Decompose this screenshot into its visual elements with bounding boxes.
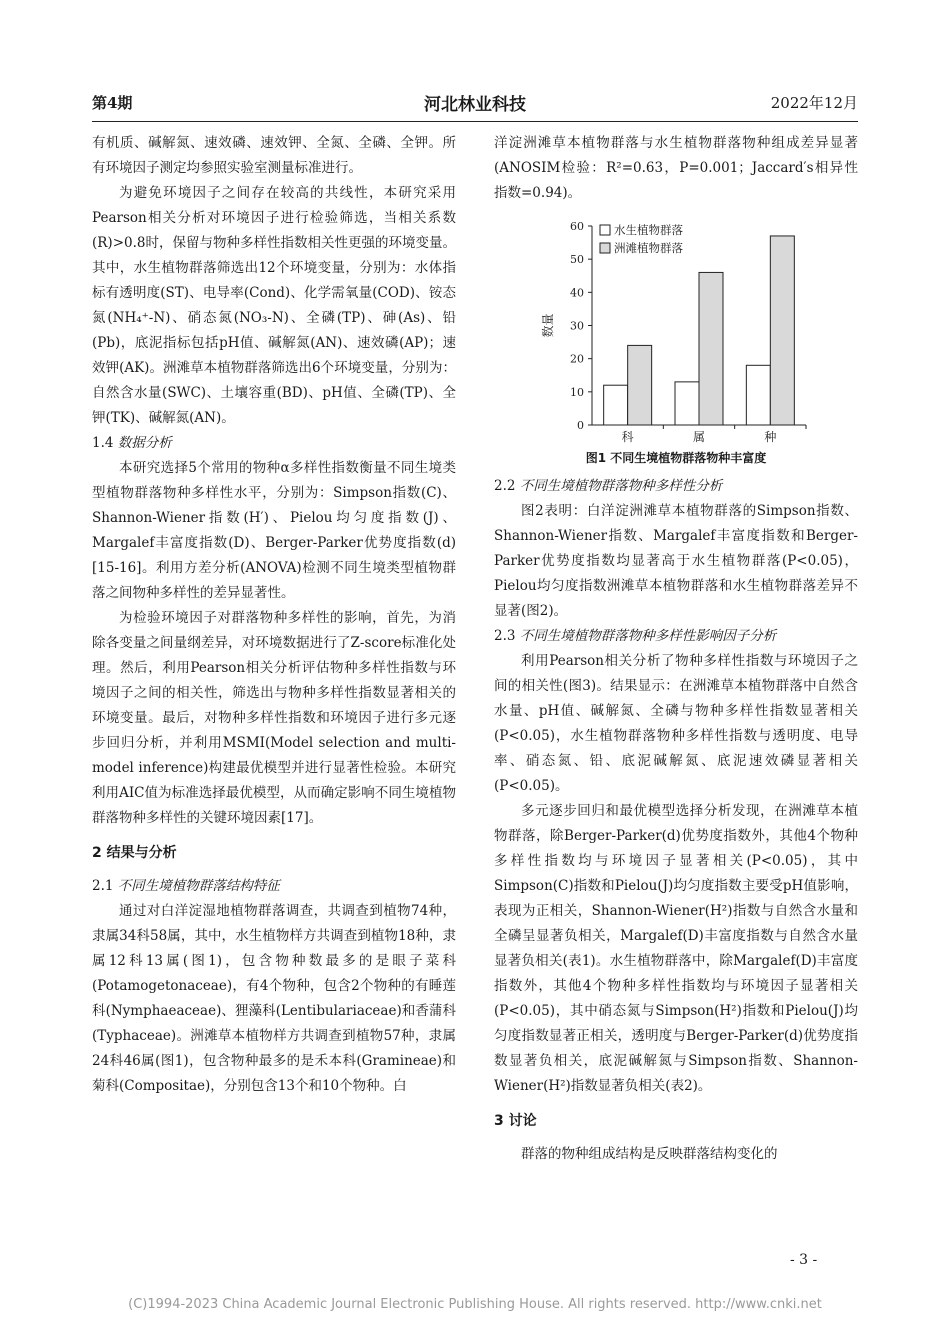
y-tick-label: 30 [570,319,584,333]
x-tick-label: 属 [692,430,706,444]
paragraph: 有机质、碱解氮、速效磷、速效钾、全氮、全磷、全钾。所有环境因子测定均参照实验室测量标准进行。 [92,135,456,176]
journal-title: 河北林业科技 [424,95,526,115]
paragraph: 图2表明：白洋淀洲滩草本植物群落的Simpson指数、Shannon-Wiener指数、Margalef丰富度指数和Berger-Parker优势度指数均显著高于水生植物群落(P<0.05)，Pielou均匀度指数洲滩草本植物群落和水生植物群落差异不显著(图2)。 [494,503,858,619]
left-column [92,131,456,1099]
y-tick-label: 20 [570,352,584,366]
bar-floodplain [628,345,652,425]
subsection-heading: 1.4 数据分析 [92,435,172,451]
subsection-heading: 2.2 不同生境植物群落物种多样性分析 [494,478,723,494]
bar-aquatic [675,382,699,425]
header-rule [92,121,858,122]
paragraph: 为避免环境因子之间存在较高的共线性，本研究采用Pearson相关分析对环境因子进行检验筛选，当相关系数(R)>0.8时，保留与物种多样性指数相关性更强的环境变量。其中，水生植物群落筛选出12个环境变量，分别为：水体指标有透明度(ST)、电导率(Cond)、化学需氧量(COD)、铵态氮(NH₄⁺-N)、硝态氮(NO₃-N)、全磷(TP)、砷(As)、铅(Pb)，底泥指标包括pH值、碱解氮(AN)、速效磷(AP)；速效钾(AK)。洲滩草本植物群落筛选出6个环境变量，分别为：自然含水量(SWC)、土壤容重(BD)、pH值、全磷(TP)、全钾(TK)、碱解氮(AN)。 [92,185,456,426]
paragraph: 洋淀洲滩草本植物群落与水生植物群落物种组成差异显著(ANOSIM检验：R²=0.63，P=0.001；Jaccard′s相异性指数=0.94)。 [494,135,858,201]
figure-1 [494,214,858,474]
bar-aquatic [746,365,770,425]
bar-chart [494,214,858,446]
bar-aquatic [604,385,628,425]
bar-floodplain [770,236,794,425]
section-heading: 3 讨论 [494,1113,537,1129]
legend-swatch [600,243,610,253]
paragraph: 多元逐步回归和最优模型选择分析发现，在洲滩草本植物群落，除Berger-Parker(d)优势度指数外，其他4个物种多样性指数均与环境因子显著相关(P<0.05)，其中Simpson(C)指数和Pielou(J)均匀度指数主要受pH值影响，表现为正相关，Shannon-Wiener(H²)指数与自然含水量和全磷呈显著负相关，Margalef(D)丰富度指数与自然含水量显著负相关(表1)。水生植物群落中，除Margalef(D)丰富度指数外，其他4个物种多样性指数均与环境因子显著相关(P<0.05)，其中硝态氮与Simpson(H²)指数和Pielou(J)均匀度指数显著正相关，透明度与Berger-Parker(d)优势度指数显著负相关，底泥碱解氮与Simpson指数、Shannon-Wiener(H²)指数显著负相关(表2)。 [494,803,858,1094]
issue-date: 2022年12月 [770,94,858,112]
legend-label: 水生植物群落 [614,223,683,237]
page-header [92,92,858,118]
paragraph: 利用Pearson相关分析了物种多样性指数与环境因子之间的相关性(图3)。结果显示：在洲滩草本植物群落中自然含水量、pH值、碱解氮、全磷与物种多样性指数显著相关(P<0.05)，水生植物群落物种多样性指数与透明度、电导率、硝态氮、铅、底泥碱解氮、底泥速效磷显著相关(P<0.05)。 [494,653,858,794]
legend-label: 洲滩植物群落 [614,241,683,255]
paragraph: 群落的物种组成结构是反映群落结构变化的 [521,1146,778,1162]
paragraph: 本研究选择5个常用的物种α多样性指数衡量不同生境类型植物群落物种多样性水平，分别为：Simpson指数(C)、Shannon-Wiener指数(H′)、Pielou均匀度指数(J)、Margalef丰富度指数(D)、Berger-Parker优势度指数(d)[15-16]。利用方差分析(ANOVA)检测不同生境类型植物群落之间物种多样性的差异显著性。 [92,460,456,601]
paragraph: 通过对白洋淀湿地植物群落调查，共调查到植物74种，隶属34科58属，其中，水生植物样方共调查到植物18种，隶属12科13属(图1)，包含物种数最多的是眼子菜科(Potamogetonaceae)，有4个物种，包含2个物种的有睡莲科(Nymphaeaceae)、狸藻科(Lentibulariaceae)和香蒲科(Typhaceae)。洲滩草本植物样方共调查到植物57种，隶属24科46属(图1)，包含物种最多的是禾本科(Gramineae)和菊科(Compositae)，分别包含13个和10个物种。白 [92,903,456,1094]
y-tick-label: 40 [570,286,584,300]
x-tick-label: 科 [621,430,634,444]
figure-caption: 图1 不同生境植物群落物种丰富度 [585,451,767,465]
issue-label: 第4期 [92,94,133,112]
y-axis-label: 数量 [541,313,555,338]
subsection-heading: 2.3 不同生境植物群落物种多样性影响因子分析 [494,628,777,644]
y-tick-label: 10 [570,385,584,399]
legend-swatch [600,225,610,235]
right-column [494,131,858,1167]
page-number: - 3 - [790,1252,818,1268]
y-tick-label: 60 [570,220,584,233]
y-tick-label: 50 [570,253,584,267]
copyright-footer: (C)1994-2023 China Academic Journal Electronic Publishing House. All rights reserved. http://www.cnki.net [128,1297,822,1312]
y-tick-label: 0 [577,419,584,432]
x-tick-label: 种 [764,430,777,444]
paragraph: 为检验环境因子对群落物种多样性的影响，首先，为消除各变量之间量纲差异，对环境数据进行了Z-score标准化处理。然后，利用Pearson相关分析评估物种多样性指数与环境因子之间的相关性，筛选出与物种多样性指数显著相关的环境变量。最后，对物种多样性指数和环境因子进行多元逐步回归分析，并利用MSMI(Model selection and multi-model inference)构建最优模型并进行显著性检验。本研究利用AIC值为标准选择最优模型，从而确定影响不同生境植物群落物种多样性的关键环境因素[17]。 [92,610,456,826]
section-heading: 2 结果与分析 [92,845,177,861]
bar-floodplain [699,272,723,425]
subsection-heading: 2.1 不同生境植物群落结构特征 [92,878,280,894]
